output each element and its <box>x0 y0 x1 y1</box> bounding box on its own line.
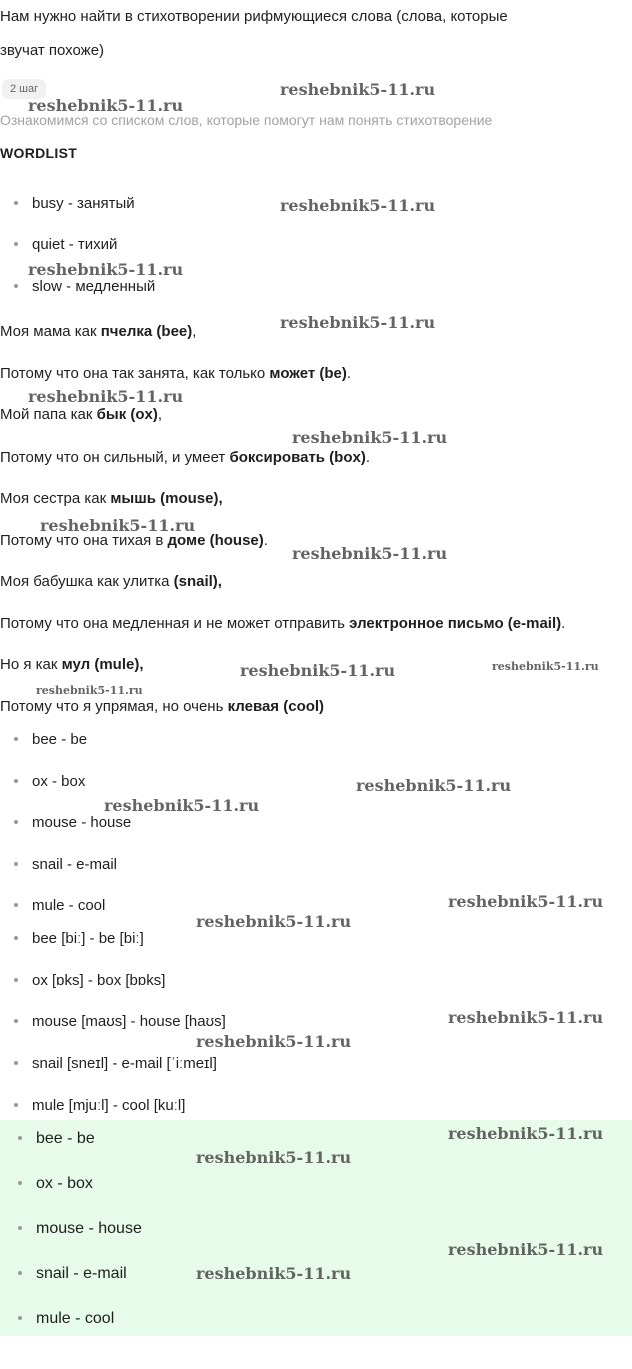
bullet-icon <box>14 779 18 783</box>
poem-line: Моя бабушка как улитка (snail), <box>0 573 222 590</box>
watermark: reshebnik5-11.ru <box>356 776 512 795</box>
list-item: mule - cool <box>14 896 105 916</box>
list-item: ox - box <box>14 772 85 792</box>
watermark: reshebnik5-11.ru <box>196 912 352 931</box>
wordlist-title: WORDLIST <box>0 145 78 161</box>
list-item: slow - медленный <box>14 277 155 297</box>
bullet-icon <box>14 1019 18 1023</box>
watermark: reshebnik5-11.ru <box>40 516 196 535</box>
bullet-icon <box>14 903 18 907</box>
answer-item: bee - be <box>18 1129 95 1149</box>
list-item: mouse [maʊs] - house [haʊs] <box>14 1012 226 1032</box>
list-item: snail [sneɪl] - e-mail [ˈiːmeɪl] <box>14 1054 217 1074</box>
watermark: reshebnik5-11.ru <box>448 1240 604 1259</box>
watermark: reshebnik5-11.ru <box>448 1124 604 1143</box>
watermark: reshebnik5-11.ru <box>448 892 604 911</box>
bullet-icon <box>18 1181 22 1185</box>
watermark: reshebnik5-11.ru <box>280 196 436 215</box>
watermark: reshebnik5-11.ru <box>104 796 260 815</box>
bullet-icon <box>14 936 18 940</box>
poem-line: Мой папа как бык (ox), <box>0 406 163 423</box>
list-item: ox [ɒks] - box [bɒks] <box>14 971 165 991</box>
list-item: quiet - тихий <box>14 235 117 255</box>
bullet-icon <box>14 978 18 982</box>
answer-item: mouse - house <box>18 1219 142 1239</box>
list-item: bee - be <box>14 730 87 750</box>
watermark: reshebnik5-11.ru <box>492 660 599 673</box>
step-description: Ознакомимся со списком слов, которые помогут нам понять стихотворение <box>0 112 493 128</box>
bullet-icon <box>18 1226 22 1230</box>
list-item: snail - e-mail <box>14 855 117 875</box>
watermark: reshebnik5-11.ru <box>36 684 143 697</box>
watermark: reshebnik5-11.ru <box>448 1008 604 1027</box>
poem-line: Потому что она медленная и не может отправить электронное письмо (e-mail). <box>0 615 566 632</box>
bullet-icon <box>14 1103 18 1107</box>
bullet-icon <box>14 862 18 866</box>
poem-line: Потому что я упрямая, но очень клевая (cool) <box>0 698 325 715</box>
bullet-icon <box>18 1271 22 1275</box>
watermark: reshebnik5-11.ru <box>196 1264 352 1283</box>
watermark: reshebnik5-11.ru <box>240 661 396 680</box>
watermark: reshebnik5-11.ru <box>28 260 184 279</box>
bullet-icon <box>18 1316 22 1320</box>
watermark: reshebnik5-11.ru <box>292 544 448 563</box>
bullet-icon <box>14 820 18 824</box>
watermark: reshebnik5-11.ru <box>28 96 184 115</box>
bullet-icon <box>14 201 18 205</box>
poem-line: Потому что он сильный, и умеет боксировать (box). <box>0 449 371 466</box>
watermark: reshebnik5-11.ru <box>280 313 436 332</box>
step-badge: 2 шаг <box>2 79 46 99</box>
bullet-icon <box>14 737 18 741</box>
watermark: reshebnik5-11.ru <box>196 1148 352 1167</box>
watermark: reshebnik5-11.ru <box>292 428 448 447</box>
poem-line: Потому что она так занята, как только может (be). <box>0 365 352 382</box>
watermark: reshebnik5-11.ru <box>196 1032 352 1051</box>
poem-line: Моя сестра как мышь (mouse), <box>0 490 223 507</box>
poem-line: Потому что она тихая в доме (house). <box>0 532 268 549</box>
poem-line: Но я как мул (mule), <box>0 656 144 673</box>
list-item: bee [biː] - be [biː] <box>14 929 144 949</box>
watermark: reshebnik5-11.ru <box>28 387 184 406</box>
list-item: mouse - house <box>14 813 131 833</box>
answer-item: mule - cool <box>18 1309 114 1329</box>
answer-item: snail - e-mail <box>18 1264 127 1284</box>
bullet-icon <box>14 242 18 246</box>
bullet-icon <box>14 284 18 288</box>
poem-line: Моя мама как пчелка (bee), <box>0 323 197 340</box>
watermark: reshebnik5-11.ru <box>280 80 436 99</box>
list-item: mule [mjuːl] - cool [kuːl] <box>14 1096 185 1116</box>
intro-line-1: Нам нужно найти в стихотворении рифмующиеся слова (слова, которые <box>0 8 508 25</box>
list-item: busy - занятый <box>14 194 135 214</box>
intro-line-2: звучат похоже) <box>0 42 105 59</box>
answer-item: ox - box <box>18 1174 93 1194</box>
bullet-icon <box>18 1136 22 1140</box>
bullet-icon <box>14 1061 18 1065</box>
